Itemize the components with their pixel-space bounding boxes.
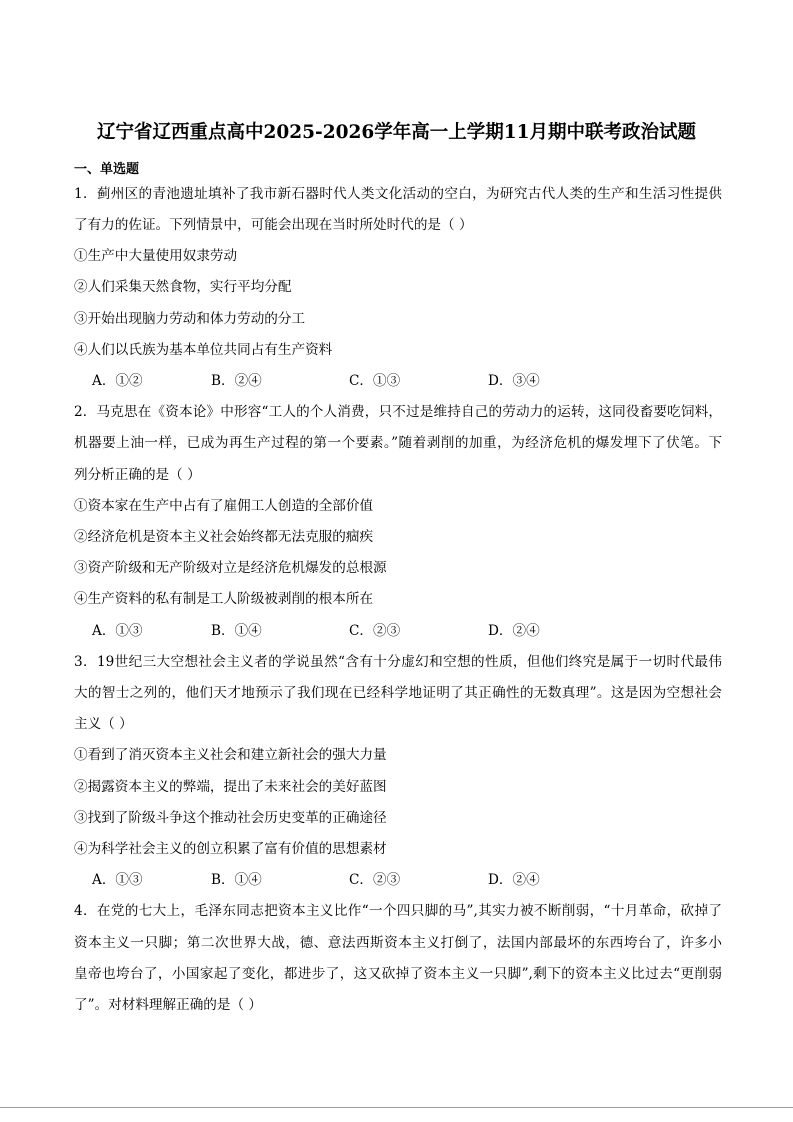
question-2-option-b[interactable]: B．①④ — [211, 623, 262, 639]
page-bottom-divider — [0, 1107, 793, 1108]
question-2-stem-line-3: 列分析正确的是（ ） — [74, 467, 201, 483]
question-1-stem-line-1: 1．蓟州区的青池遗址填补了我市新石器时代人类文化活动的空白，为研究古代人类的生产和生活习性提供 — [74, 186, 722, 202]
question-1-statement-2: ②人们采集天然食物，实行平均分配 — [74, 279, 292, 295]
question-1-statement-4: ④人们以氏族为基本单位共同占有生产资料 — [74, 342, 333, 358]
question-4-stem-line-4: 了”。对材料理解正确的是（ ） — [74, 997, 262, 1013]
question-2-stem-line-2: 机器要上油一样，已成为再生产过程的第一个要素。”随着剥削的加重，为经济危机的爆发埋下了伏笔。下 — [74, 435, 722, 451]
question-3-stem-line-1: 3．19世纪三大空想社会主义者的学说虽然“含有十分虚幻和空想的性质，但他们终究是属于一切时代最伟 — [74, 654, 722, 670]
question-3-option-a[interactable]: A．①③ — [92, 872, 143, 888]
question-2-option-a[interactable]: A．①③ — [92, 623, 143, 639]
question-2-statement-2: ②经济危机是资本主义社会始终都无法克服的痼疾 — [74, 529, 374, 545]
question-3-statement-3: ③找到了阶级斗争这个推动社会历史变革的正确途径 — [74, 810, 387, 826]
question-2-stem-line-1: 2．马克思在《资本论》中形容“工人的个人消费，只不过是维持自己的劳动力的运转，这同役畜要吃饲料， — [74, 404, 722, 420]
question-4-stem-line-1: 4．在党的七大上，毛泽东同志把资本主义比作“一个四只脚的马”,其实力被不断削弱，“十月革命，砍掉了 — [74, 903, 722, 919]
question-2-statement-3: ③资产阶级和无产阶级对立是经济危机爆发的总根源 — [74, 560, 387, 576]
question-2-statement-4: ④生产资料的私有制是工人阶级被剥削的根本所在 — [74, 591, 374, 607]
question-3-option-d[interactable]: D．②④ — [488, 872, 540, 888]
question-3-statement-4: ④为科学社会主义的创立积累了富有价值的思想素材 — [74, 841, 387, 857]
question-2-option-c[interactable]: C．②③ — [349, 623, 401, 639]
question-1-option-d[interactable]: D．③④ — [488, 373, 540, 389]
page-title: 辽宁省辽西重点高中2025-2026学年高一上学期11月期中联考政治试题 — [97, 122, 696, 143]
question-2-statement-1: ①资本家在生产中占有了雇佣工人创造的全部价值 — [74, 498, 374, 514]
question-4-stem-line-3: 皇帝也垮台了，小国家起了变化，都进步了，这又砍掉了资本主义一只脚”,剩下的资本主义比过去“更削弱 — [74, 966, 722, 982]
question-2-option-d[interactable]: D．②④ — [488, 623, 540, 639]
question-3-statement-2: ②揭露资本主义的弊端，提出了未来社会的美好蓝图 — [74, 779, 387, 795]
question-3-option-b[interactable]: B．①④ — [211, 872, 262, 888]
question-3-stem-line-3: 主义（ ） — [74, 716, 133, 732]
section-heading: 一、单选题 — [74, 162, 140, 177]
question-3-statement-1: ①看到了消灭资本主义社会和建立新社会的强大力量 — [74, 747, 387, 763]
question-1-option-a[interactable]: A．①② — [92, 373, 143, 389]
question-3-stem-line-2: 大的智士之列的，他们天才地预示了我们现在已经科学地证明了其正确性的无数真理”。这是因为空想社会 — [74, 685, 722, 701]
question-3-option-c[interactable]: C．②③ — [349, 872, 401, 888]
question-1-option-b[interactable]: B．②④ — [211, 373, 262, 389]
question-1-option-c[interactable]: C．①③ — [349, 373, 401, 389]
question-1-stem-line-2: 了有力的佐证。下列情景中，可能会出现在当时所处时代的是（ ） — [74, 217, 473, 233]
question-1-statement-3: ③开始出现脑力劳动和体力劳动的分工 — [74, 311, 306, 327]
question-1-statement-1: ①生产中大量使用奴隶劳动 — [74, 248, 238, 264]
question-4-stem-line-2: 资本主义一只脚；第二次世界大战，德、意法西斯资本主义打倒了，法国内部最坏的东西垮台了，许多小 — [74, 935, 722, 951]
